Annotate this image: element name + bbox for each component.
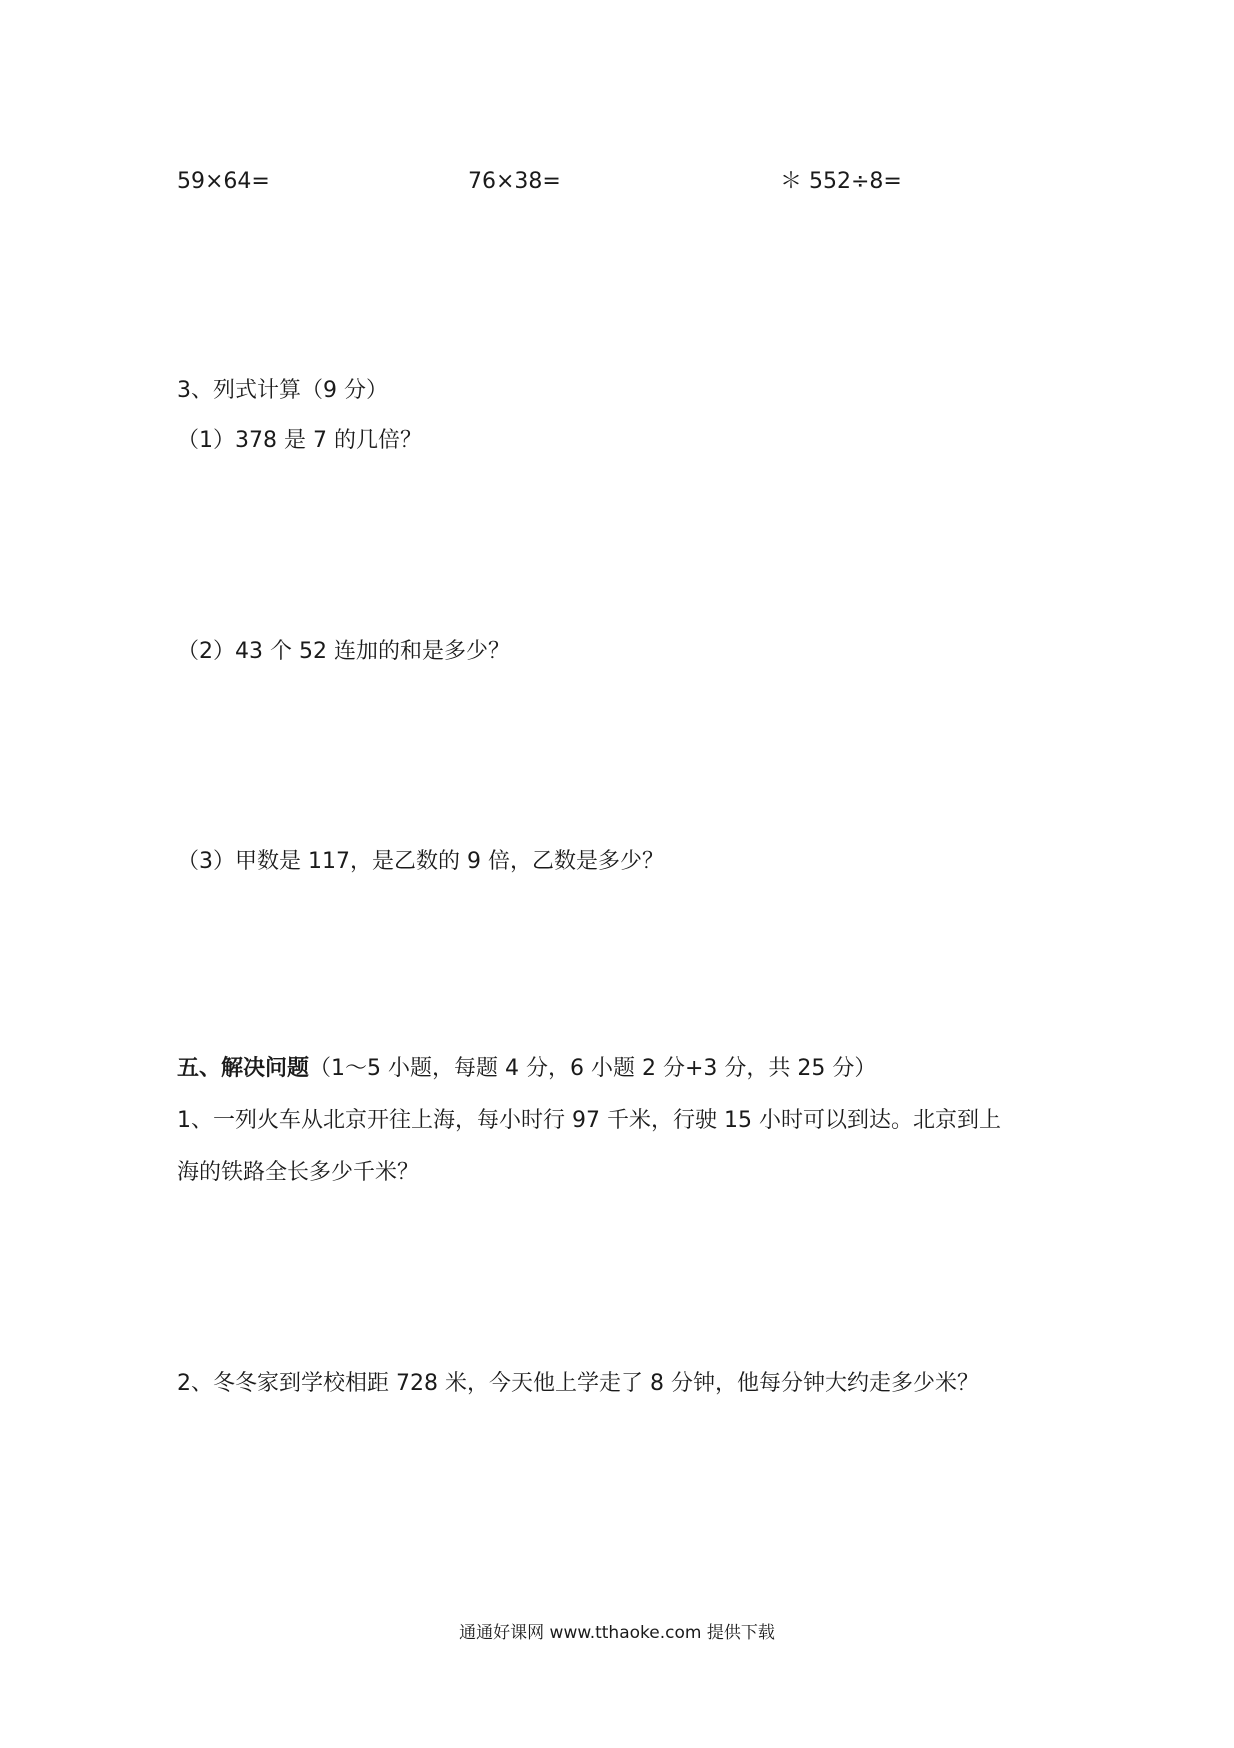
problem-text: 1、一列火车从北京开往上海，每小时行 97 千米，行驶 15 小时可以到达。北京到上 (177, 1108, 1001, 1133)
section-title: 3、列式计算（9 分） (177, 378, 388, 403)
page-footer: 通通好课网 www.tthaoke.com 提供下载 (459, 1623, 775, 1643)
calculation-item: 76×38= (468, 169, 561, 194)
question-item: （1）378 是 7 的几倍？ (177, 428, 422, 453)
calculation-item: 59×64= (177, 169, 270, 194)
calculation-item: ＊ 552÷8= (780, 169, 902, 194)
problem-text: 海的铁路全长多少千米？ (177, 1160, 420, 1185)
question-item: （3）甲数是 117，是乙数的 9 倍，乙数是多少？ (177, 849, 664, 874)
problem-text: 2、冬冬家到学校相距 728 米，今天他上学走了 8 分钟，他每分钟大约走多少米？ (177, 1371, 979, 1396)
section-title (177, 1054, 876, 1084)
section-title-bold: 五、解决问题 (177, 1056, 310, 1081)
question-item: （2）43 个 52 连加的和是多少？ (177, 639, 510, 664)
section-title-scoring: （1～5 小题，每题 4 分，6 小题 2 分+3 分，共 25 分） (309, 1056, 877, 1081)
